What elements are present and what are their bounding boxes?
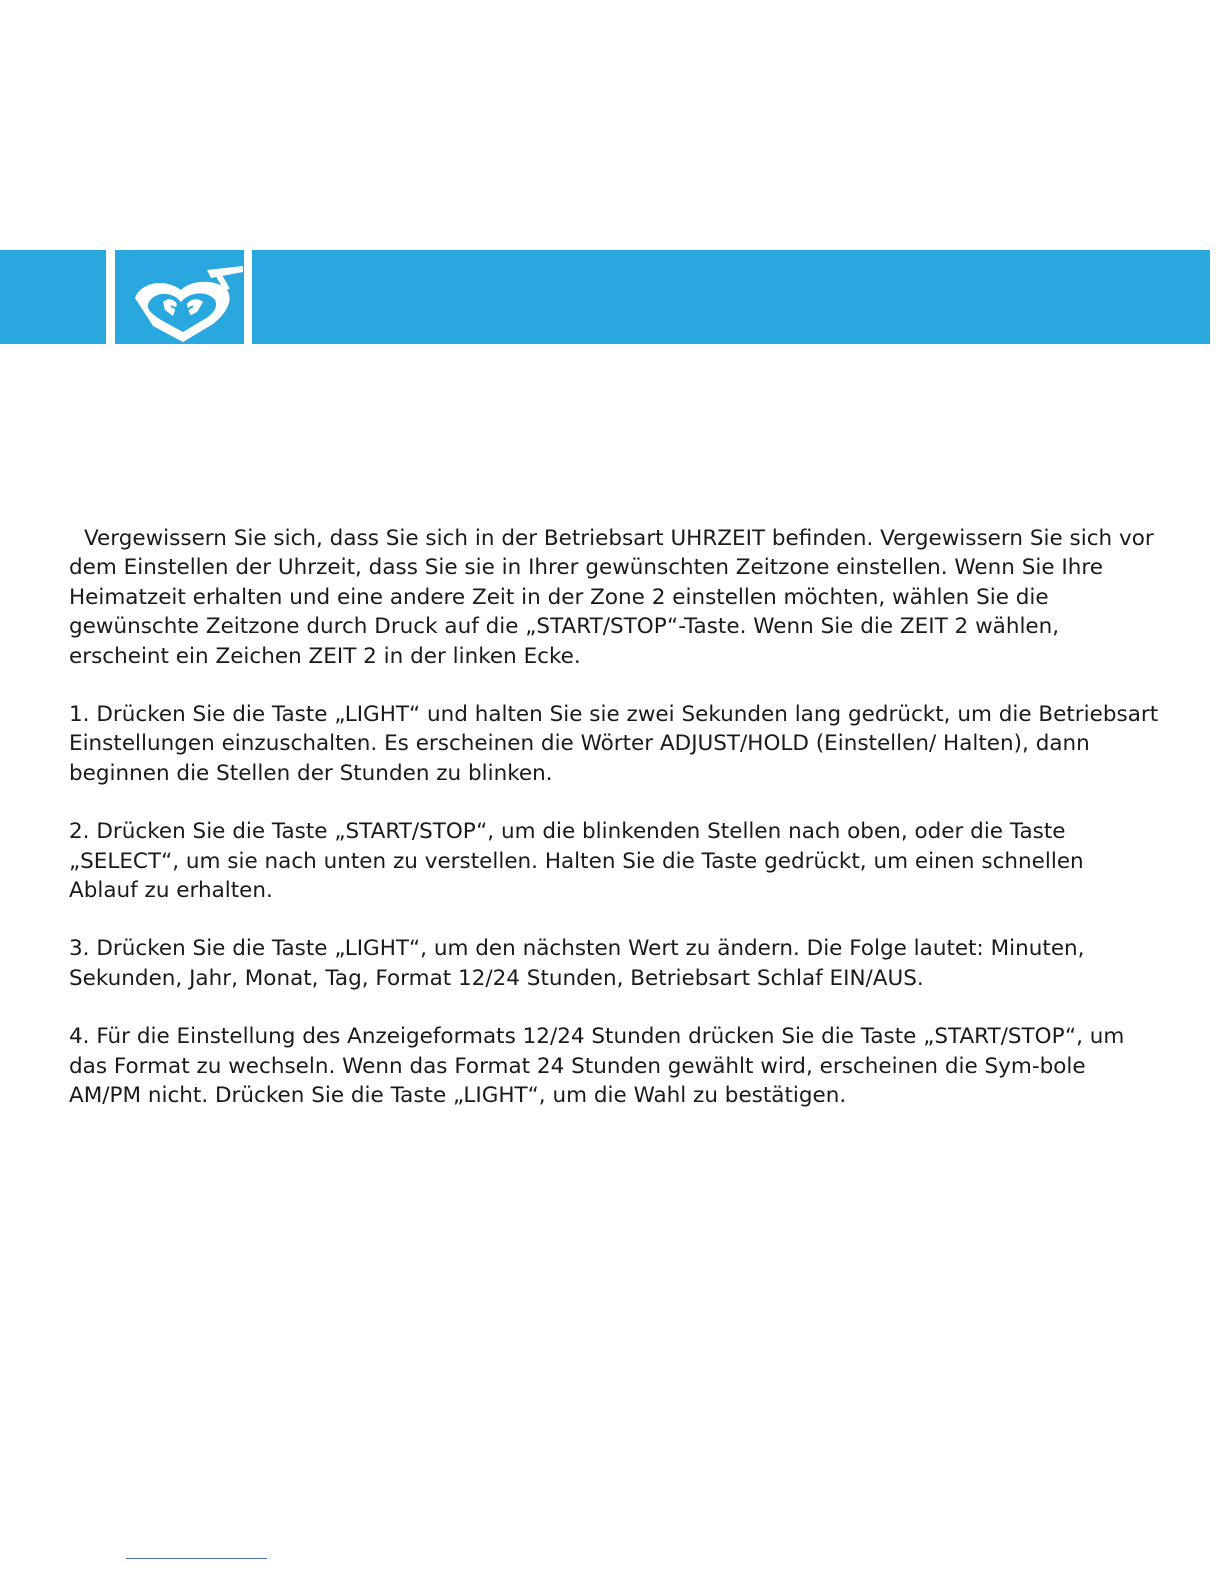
bottom-rule — [126, 1558, 267, 1559]
instructions-body — [69, 524, 1159, 1111]
step-3-paragraph: 3. Drücken Sie die Taste „LIGHT“, um den nächsten Wert zu ändern. Die Folge lautet: Minuten, Sekunden, Jahr, Monat, Tag, Format 12/24 Stunden, Betriebsart Schlaf EIN/AUS. — [69, 936, 1085, 991]
header-band-right — [252, 250, 1210, 344]
header-logo-block — [115, 250, 244, 344]
intro-paragraph: Vergewissern Sie sich, dass Sie sich in der Betriebsart UHRZEIT befinden. Vergewissern Sie sich vor dem Einstellen der Uhrzeit, dass Sie sie in Ihrer gewünschten Zeitzone einstellen. Wenn Sie Ihre Heimatzeit erhalten und eine andere Zeit in der Zone 2 einstellen möchten, wählen Sie die gewünschte Zeitzone durch Druck auf die „START/STOP“-Taste. Wenn Sie die ZEIT 2 wählen, erscheint ein Zeichen ZEIT 2 in der linken Ecke. — [69, 526, 1154, 669]
step-1-paragraph: 1. Drücken Sie die Taste „LIGHT“ und halten Sie sie zwei Sekunden lang gedrückt, um die Betriebsart Einstellungen einzuschalten. Es erscheinen die Wörter ADJUST/HOLD (Einstellen/ Halten), dann beginnen die Stellen der Stunden zu blinken. — [69, 702, 1159, 786]
step-4-paragraph: 4. Für die Einstellung des Anzeigeformats 12/24 Stunden drücken Sie die Taste „START/STOP“, um das Format zu wechseln. Wenn das Format 24 Stunden gewählt wird, erscheinen die Sym-bole AM/PM nicht. Drücken Sie die Taste „LIGHT“, um die Wahl zu bestätigen. — [69, 1024, 1125, 1109]
header-band-left — [0, 250, 106, 344]
step-2-paragraph: 2. Drücken Sie die Taste „START/STOP“, um die blinkenden Stellen nach oben, oder die Taste „SELECT“, um sie nach unten zu verstellen. Halten Sie die Taste gedrückt, um einen schnellen Ablauf zu erhalten. — [69, 819, 1084, 904]
heart-logo-icon — [115, 250, 244, 344]
